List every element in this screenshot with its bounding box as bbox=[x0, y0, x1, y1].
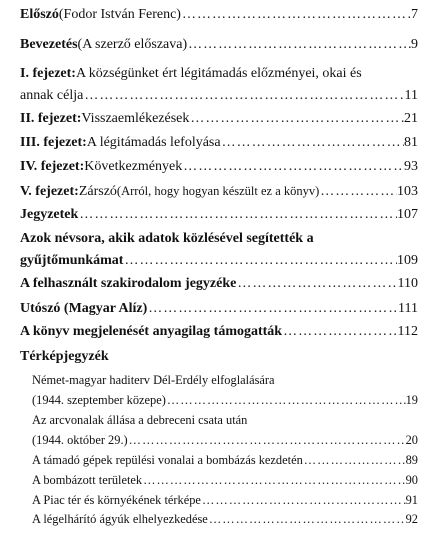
entry-title: II. fejezet: bbox=[20, 111, 82, 126]
map-entry bbox=[32, 509, 418, 529]
dot-leader bbox=[303, 450, 406, 470]
dot-leader bbox=[128, 430, 406, 450]
map-entry bbox=[32, 490, 418, 510]
entry-note: (Arról, hogy hogyan készült ez a könyv) bbox=[116, 184, 320, 198]
toc-entry-utoszo bbox=[20, 298, 418, 320]
dot-leader bbox=[189, 108, 404, 130]
entry-subtitle: A községünket ért légitámadás előzményei, okai és bbox=[75, 66, 362, 81]
entry-title: Utószó (Magyar Alíz) bbox=[20, 301, 148, 316]
entry-subtitle: Visszaemlékezések bbox=[81, 111, 190, 126]
page-number: 19 bbox=[405, 393, 418, 407]
map-title: Az arcvonalak állása a debreceni csata után bbox=[32, 413, 248, 427]
map-title: A légelhárító ágyúk elhelyezkedése bbox=[32, 512, 208, 526]
entry-title: V. fejezet: bbox=[20, 184, 79, 199]
page-number: 90 bbox=[405, 473, 418, 487]
toc-entry-fejezet-3 bbox=[20, 132, 418, 154]
entry-title-continued: gyűjtőmunkámat bbox=[20, 253, 124, 268]
entry-subtitle: (Fodor István Ferenc) bbox=[58, 7, 181, 22]
page-number: 92 bbox=[405, 512, 418, 526]
entry-title: Azok névsora, akik adatok közlésével segítették a bbox=[20, 231, 314, 246]
toc-entry-eloszo bbox=[20, 4, 418, 26]
page-number: 9 bbox=[411, 37, 418, 52]
dot-leader bbox=[208, 509, 406, 529]
toc-entry-fejezet-1 bbox=[20, 63, 418, 107]
toc-entry-jegyzetek bbox=[20, 204, 418, 226]
map-title-continued: (1944. október 29.) bbox=[32, 433, 128, 447]
dot-leader bbox=[282, 321, 397, 343]
entry-subtitle: A légitámadás lefolyása bbox=[86, 135, 221, 150]
page-number: 20 bbox=[405, 433, 418, 447]
toc-entry-fejezet-5 bbox=[20, 180, 418, 202]
toc-entry-fejezet-4 bbox=[20, 156, 418, 178]
map-title: A bombázott területek bbox=[32, 473, 143, 487]
entry-title: A könyv megjelenését anyagilag támogatták bbox=[20, 324, 283, 339]
toc-entry-fejezet-2 bbox=[20, 108, 418, 130]
dot-leader bbox=[83, 85, 404, 107]
entry-title: III. fejezet: bbox=[20, 135, 87, 150]
page-number: 110 bbox=[397, 276, 418, 291]
dot-leader bbox=[147, 298, 398, 320]
page-number: 7 bbox=[411, 7, 418, 22]
page-number: 109 bbox=[397, 253, 418, 268]
page-number: 93 bbox=[404, 159, 418, 174]
toc-entry-nevsor bbox=[20, 228, 418, 272]
map-title-continued: (1944. szeptember közepe) bbox=[32, 393, 166, 407]
terkepjegyzek-heading: Térképjegyzék bbox=[20, 349, 109, 364]
dot-leader bbox=[201, 490, 406, 510]
page-number: 103 bbox=[397, 184, 418, 199]
toc-entry-tamogatok bbox=[20, 321, 418, 343]
entry-title: I. fejezet: bbox=[20, 66, 76, 81]
page-number: 91 bbox=[405, 493, 418, 507]
entry-title: Előszó bbox=[20, 7, 59, 22]
dot-leader bbox=[123, 250, 397, 272]
entry-subtitle-continued: annak célja bbox=[20, 88, 84, 103]
dot-leader bbox=[221, 132, 404, 154]
dot-leader bbox=[187, 34, 411, 56]
dot-leader bbox=[319, 181, 397, 202]
page-number: 89 bbox=[405, 453, 418, 467]
page-number: 81 bbox=[404, 135, 418, 150]
map-title: Német-magyar haditerv Dél-Erdély elfoglalására bbox=[32, 373, 275, 387]
map-title: A támadó gépek repülési vonalai a bombázás kezdetén bbox=[32, 453, 303, 467]
page-number: 21 bbox=[404, 111, 418, 126]
map-entry bbox=[32, 450, 418, 470]
map-title: A Piac tér és környékének térképe bbox=[32, 493, 201, 507]
entry-title: A felhasznált szakirodalom jegyzéke bbox=[20, 276, 237, 291]
map-entry bbox=[32, 470, 418, 490]
entry-title: Bevezetés bbox=[20, 37, 78, 52]
dot-leader bbox=[142, 470, 406, 490]
map-entry bbox=[32, 370, 418, 410]
entry-subtitle: (A szerző előszava) bbox=[77, 37, 188, 52]
page-number: 107 bbox=[397, 207, 418, 222]
dot-leader bbox=[236, 273, 397, 295]
dot-leader bbox=[166, 390, 406, 410]
toc-entry-bevezetes bbox=[20, 34, 418, 56]
toc-entry-szakirodalom bbox=[20, 273, 418, 295]
dot-leader bbox=[181, 4, 411, 26]
page-number: 111 bbox=[398, 301, 418, 316]
entry-title: Jegyzetek bbox=[20, 207, 79, 222]
dot-leader bbox=[78, 204, 397, 226]
entry-subtitle: Zárszó bbox=[78, 184, 117, 199]
entry-subtitle: Következmények bbox=[84, 159, 183, 174]
page-number: 11 bbox=[404, 88, 418, 103]
map-entry bbox=[32, 410, 418, 450]
page-number: 112 bbox=[397, 324, 418, 339]
dot-leader bbox=[182, 156, 404, 178]
entry-title: IV. fejezet: bbox=[20, 159, 85, 174]
